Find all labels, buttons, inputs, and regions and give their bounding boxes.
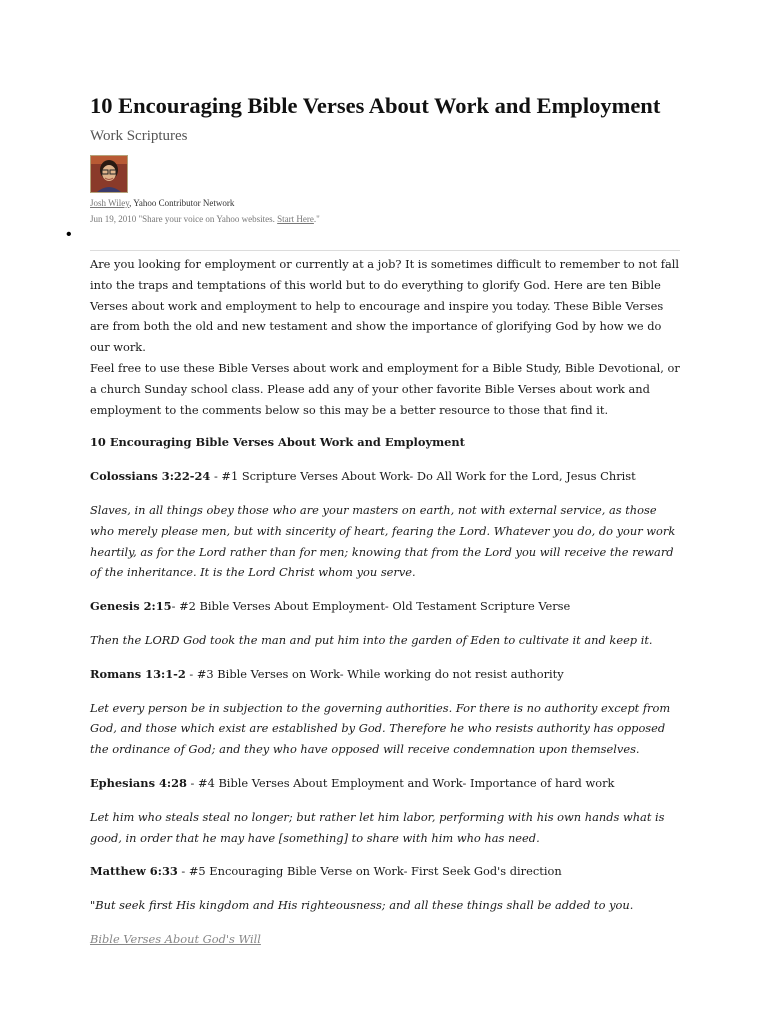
author-photo-icon xyxy=(91,156,127,192)
verse-text: Let every person be in subjection to the governing authorities. For there is no authority except from God, and those which exist are established by God. Therefore he who resists authority has opposed the ordinance of God; and they who have opposed will receive condemnation upon themselves. xyxy=(90,700,671,757)
author-avatar[interactable] xyxy=(90,155,128,193)
intro-paragraph-1: Are you looking for employment or currently at a job? It is sometimes difficult to remember to not fall into the traps and temptations of this world but to do everything to glorify God. Here are ten Bible Verses about work and employment to help to encourage and inspire you today. These Bible Verses are from both the old and new testament and show the importance of glorifying God by how we do our work. xyxy=(90,257,680,355)
article-subtitle: Work Scriptures xyxy=(90,128,188,144)
verse-description: - #3 Bible Verses on Work- While working do not resist authority xyxy=(185,666,564,681)
section-heading: 10 Encouraging Bible Verses About Work and Employment xyxy=(90,435,465,450)
byline-network: , Yahoo Contributor Network xyxy=(129,198,235,208)
related-article-link[interactable]: Bible Verses About God's Will xyxy=(90,931,261,946)
bullet-icon: • xyxy=(66,226,72,243)
verse-text: Then the LORD God took the man and put him into the garden of Eden to cultivate it and keep it. xyxy=(90,632,653,647)
byline xyxy=(90,198,234,208)
page-title: 10 Encouraging Bible Verses About Work and Employment xyxy=(90,93,661,118)
verse-description: - #4 Bible Verses About Employment and Work- Importance of hard work xyxy=(186,775,615,790)
verse-heading xyxy=(90,596,680,617)
verse-reference: Colossians 3:22-24 xyxy=(90,469,211,484)
author-link[interactable]: Josh Wiley xyxy=(90,198,130,208)
article-body xyxy=(90,254,680,950)
date-text: Jun 19, 2010 "Share your voice on Yahoo websites. xyxy=(90,214,278,224)
verse-reference: Genesis 2:15 xyxy=(90,599,172,614)
verse-text: Slaves, in all things obey those who are your masters on earth, not with external service, as those who merely please men, but with sincerity of heart, fearing the Lord. Whatever you do, do your work heartily, as for the Lord rather than for men; knowing that from the Lord you will receive the reward of the inheritance. It is the Lord Christ whom you serve. xyxy=(90,502,676,580)
date-end: ." xyxy=(313,214,320,224)
verse-reference: Ephesians 4:28 xyxy=(90,775,187,790)
start-here-link[interactable]: Start Here xyxy=(277,214,314,224)
verse-description: - #1 Scripture Verses About Work- Do All Work for the Lord, Jesus Christ xyxy=(210,469,636,484)
verse-text: Let him who steals steal no longer; but rather let him labor, performing with his own hands what is good, in order that he may have [something] to share with him who has need. xyxy=(90,809,665,845)
verse-heading xyxy=(90,466,680,487)
verse-text: "But seek first His kingdom and His righteousness; and all these things shall be added to you. xyxy=(90,898,634,913)
verse-reference: Romans 13:1-2 xyxy=(90,666,186,681)
verse-reference: Matthew 6:33 xyxy=(90,864,178,879)
divider xyxy=(90,250,680,251)
verse-heading xyxy=(90,664,680,685)
verse-description: - #5 Encouraging Bible Verse on Work- First Seek God's direction xyxy=(177,864,562,879)
dateline xyxy=(90,214,320,224)
verse-description: - #2 Bible Verses About Employment- Old Testament Scripture Verse xyxy=(171,599,571,614)
verse-heading xyxy=(90,861,680,882)
verse-heading xyxy=(90,773,680,794)
intro-paragraph-2: Feel free to use these Bible Verses about work and employment for a Bible Study, Bible Devotional, or a church Sunday school class. Please add any of your other favorite Bible Verses about work and employment to the comments below so this may be a better resource to those that find it. xyxy=(90,360,680,417)
